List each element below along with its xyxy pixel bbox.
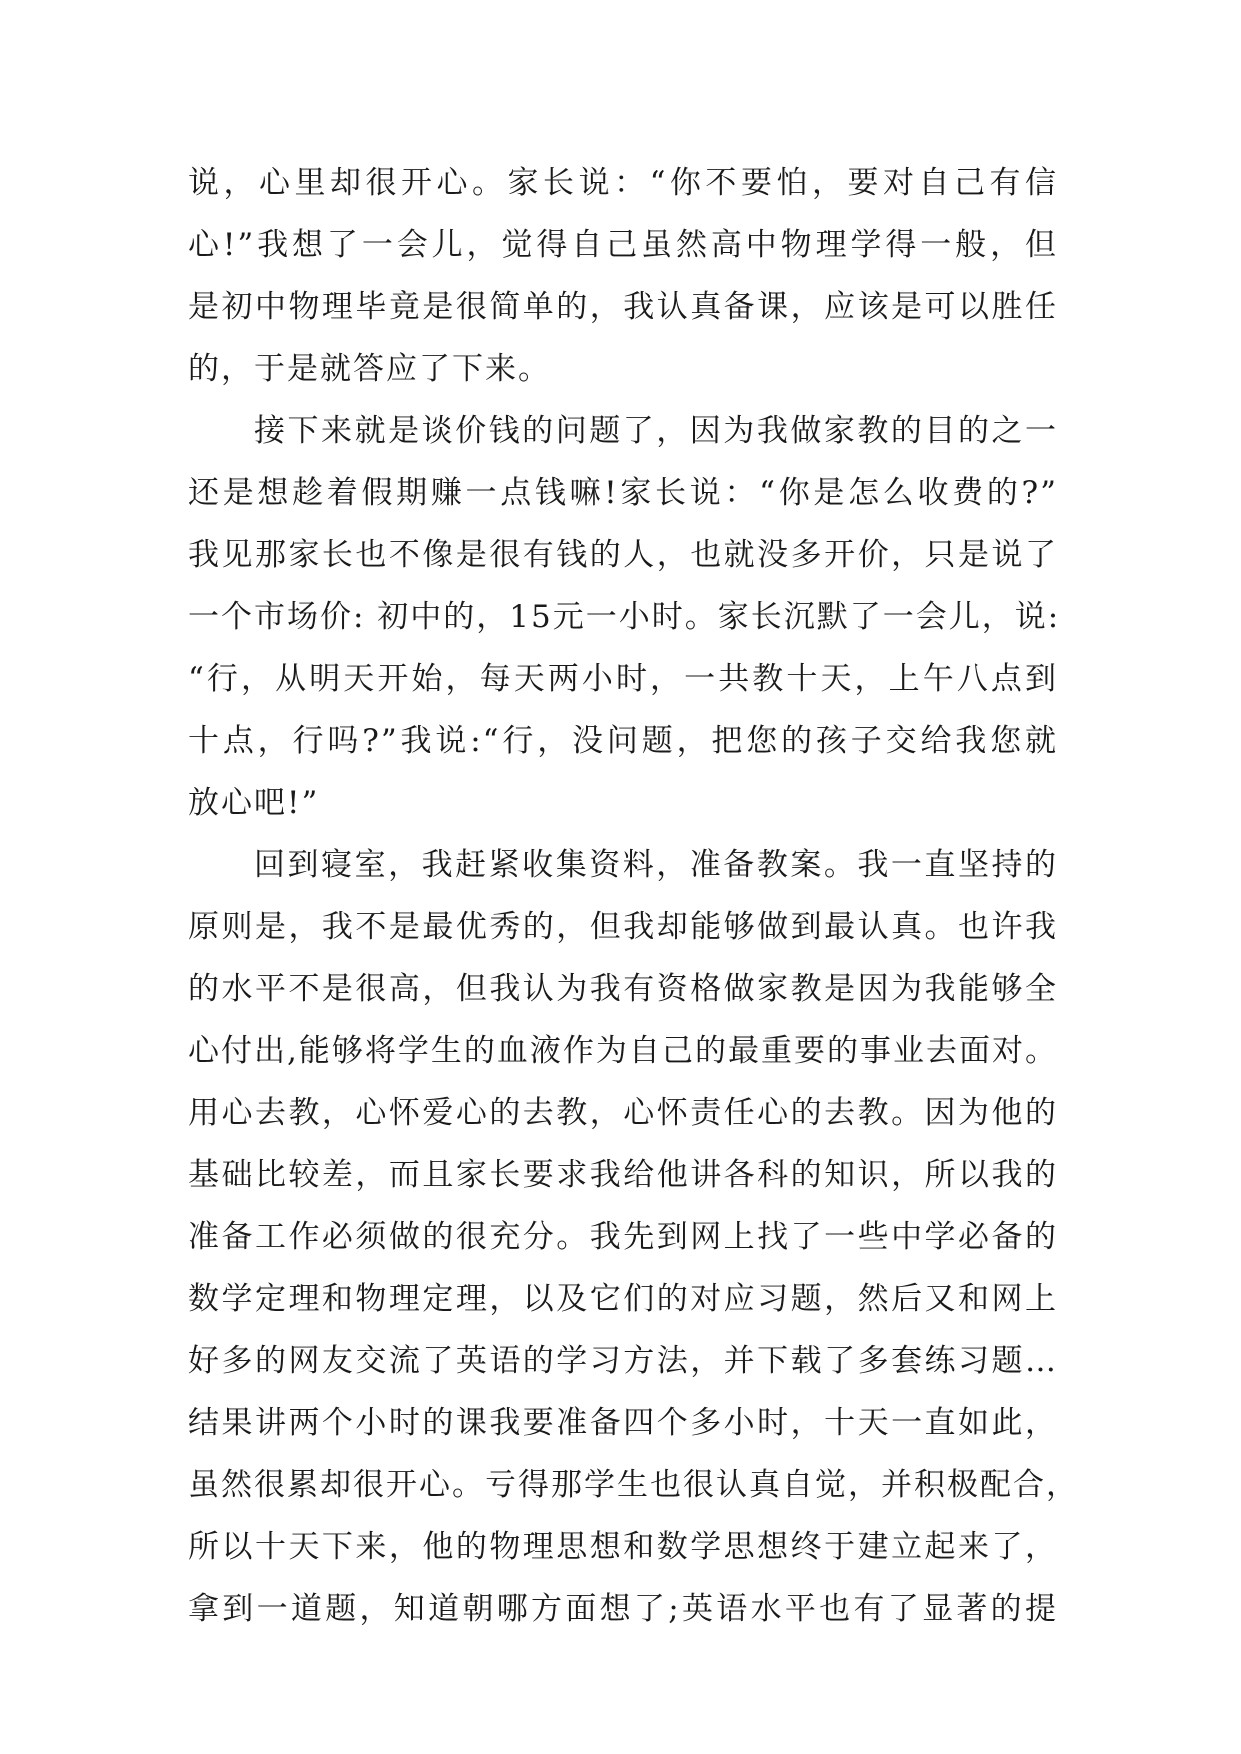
text-line: 用心去教，心怀爱心的去教，心怀责任心的去教。因为他的 (188, 1095, 1058, 1131)
text-line: 是初中物理毕竟是很简单的，我认真备课，应该是可以胜任 (188, 289, 1058, 325)
text-line: 拿到一道题，知道朝哪方面想了;英语水平也有了显著的提 (188, 1591, 1058, 1627)
paragraph-first-line: 回到寝室，我赶紧收集资料，准备教案。我一直坚持的 (254, 847, 1058, 883)
text-line: 基础比较差，而且家长要求我给他讲各科的知识，所以我的 (188, 1157, 1058, 1193)
body-text (188, 152, 1079, 1640)
text-line: 十点，行吗?”我说:“行，没问题，把您的孩子交给我您就 (188, 723, 1058, 759)
text-line: 放心吧!” (188, 785, 320, 821)
text-line: 虽然很累却很开心。亏得那学生也很认真自觉，并积极配合， (188, 1467, 1079, 1503)
text-line: 心!”我想了一会儿，觉得自己虽然高中物理学得一般，但 (188, 227, 1058, 263)
text-line: 的，于是就答应了下来。 (188, 351, 551, 387)
text-line: 还是想趁着假期赚一点钱嘛!家长说：“你是怎么收费的?” (188, 475, 1058, 511)
text-line: 心付出,能够将学生的血液作为自己的最重要的事业去面对。 (188, 1033, 1058, 1069)
text-line: 准备工作必须做的很充分。我先到网上找了一些中学必备的 (188, 1219, 1058, 1255)
text-line: 原则是，我不是最优秀的，但我却能够做到最认真。也许我 (188, 909, 1058, 945)
text-line: 的水平不是很高，但我认为我有资格做家教是因为我能够全 (188, 971, 1058, 1007)
text-line: 所以十天下来，他的物理思想和数学思想终于建立起来了， (188, 1529, 1058, 1565)
text-line: 好多的网友交流了英语的学习方法，并下载了多套练习题… (188, 1343, 1058, 1379)
text-line: 结果讲两个小时的课我要准备四个多小时，十天一直如此， (188, 1405, 1058, 1441)
text-line: 我见那家长也不像是很有钱的人，也就没多开价，只是说了 (188, 537, 1058, 573)
text-line: “行，从明天开始，每天两小时，一共教十天，上午八点到 (188, 661, 1058, 697)
text-line: 一个市场价: 初中的，15元一小时。家长沉默了一会儿，说: (188, 599, 1061, 635)
text-line: 说，心里却很开心。家长说：“你不要怕，要对自己有信 (188, 165, 1058, 201)
paragraph-first-line: 接下来就是谈价钱的问题了，因为我做家教的目的之一 (254, 413, 1058, 449)
text-line: 数学定理和物理定理，以及它们的对应习题，然后又和网上 (188, 1281, 1058, 1317)
